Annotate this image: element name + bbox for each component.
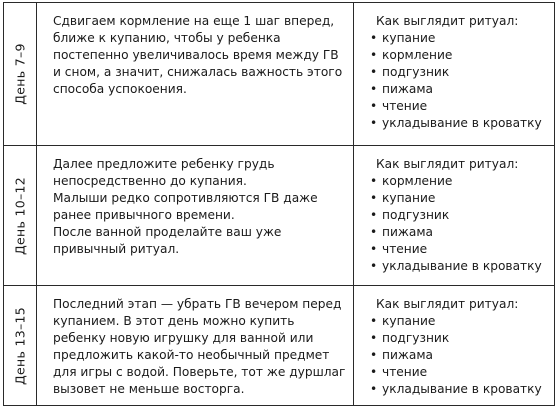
- ritual-item-label: пижама: [382, 225, 433, 239]
- list-item: [370, 173, 550, 190]
- list-item: [370, 258, 550, 275]
- description-text: Последний этап — убрать ГВ вечером перед купанием. В этот день можно купить ребенку новую игрушку для ванной или предложить какой-то необычный предмет для игры с водой. Поверьте, тот же дуршлаг вызовет не меньше восторга.: [53, 297, 346, 396]
- bullet-icon: •: [370, 348, 378, 362]
- description-cell: [37, 3, 354, 146]
- ritual-item-label: подгузник: [382, 208, 450, 222]
- bullet-icon: •: [370, 48, 378, 62]
- ritual-list: [370, 313, 550, 398]
- ritual-cell: [354, 146, 555, 286]
- bullet-icon: •: [370, 31, 378, 45]
- ritual-cell: [354, 3, 555, 146]
- list-item: [370, 364, 550, 381]
- ritual-title: Как выглядит ритуал:: [376, 297, 519, 311]
- list-item: [370, 81, 550, 98]
- bullet-icon: •: [370, 259, 378, 273]
- ritual-cell: [354, 286, 555, 406]
- day-label: День 10–12: [12, 176, 28, 255]
- ritual-item-label: пижама: [382, 348, 433, 362]
- feeding-plan-table: [3, 2, 555, 406]
- ritual-item-label: чтение: [382, 242, 428, 256]
- ritual-item-label: купание: [382, 31, 436, 45]
- description-cell: [37, 146, 354, 286]
- ritual-item-label: чтение: [382, 99, 428, 113]
- list-item: [370, 30, 550, 47]
- ritual-item-label: пижама: [382, 82, 433, 96]
- ritual-item-label: чтение: [382, 365, 428, 379]
- list-item: [370, 47, 550, 64]
- description-text: После ванной проделайте ваш уже привычный ритуал.: [53, 225, 282, 256]
- ritual-item-label: укладывание в кроватку: [382, 116, 542, 130]
- list-item: [370, 330, 550, 347]
- ritual-item-label: купание: [382, 314, 436, 328]
- bullet-icon: •: [370, 242, 378, 256]
- bullet-icon: •: [370, 65, 378, 79]
- day-label: День 13–15: [12, 306, 28, 385]
- table-row: [4, 3, 555, 146]
- ritual-item-label: укладывание в кроватку: [382, 382, 542, 396]
- table-row: [4, 146, 555, 286]
- ritual-list: [370, 173, 550, 275]
- description-text: Далее предложите ребенку грудь непосредственно до купания.: [53, 157, 275, 188]
- day-cell: [4, 286, 37, 406]
- ritual-item-label: кормление: [382, 174, 453, 188]
- ritual-item-label: купание: [382, 191, 436, 205]
- bullet-icon: •: [370, 116, 378, 130]
- list-item: [370, 313, 550, 330]
- bullet-icon: •: [370, 99, 378, 113]
- description-text: Сдвигаем кормление на еще 1 шаг вперед, ближе к купанию, чтобы у ребенка постепенно увеличивалось время между ГВ и сном, а значит, снижалась важность этого способа успокоения.: [53, 14, 343, 96]
- bullet-icon: •: [370, 82, 378, 96]
- list-item: [370, 224, 550, 241]
- day-label: День 7–9: [12, 43, 28, 105]
- bullet-icon: •: [370, 365, 378, 379]
- bullet-icon: •: [370, 314, 378, 328]
- day-cell: [4, 146, 37, 286]
- description-text: Малыши редко сопротивляются ГВ даже ранее привычного времени.: [53, 191, 318, 222]
- list-item: [370, 347, 550, 364]
- list-item: [370, 207, 550, 224]
- ritual-item-label: подгузник: [382, 65, 450, 79]
- ritual-title: Как выглядит ритуал:: [376, 14, 519, 28]
- list-item: [370, 64, 550, 81]
- bullet-icon: •: [370, 225, 378, 239]
- list-item: [370, 381, 550, 398]
- bullet-icon: •: [370, 174, 378, 188]
- bullet-icon: •: [370, 382, 378, 396]
- ritual-item-label: кормление: [382, 48, 453, 62]
- ritual-list: [370, 30, 550, 132]
- day-cell: [4, 3, 37, 146]
- ritual-title: Как выглядит ритуал:: [376, 157, 519, 171]
- ritual-item-label: подгузник: [382, 331, 450, 345]
- description-cell: [37, 286, 354, 406]
- bullet-icon: •: [370, 331, 378, 345]
- table-row: [4, 286, 555, 406]
- list-item: [370, 115, 550, 132]
- ritual-item-label: укладывание в кроватку: [382, 259, 542, 273]
- bullet-icon: •: [370, 191, 378, 205]
- list-item: [370, 98, 550, 115]
- list-item: [370, 241, 550, 258]
- list-item: [370, 190, 550, 207]
- bullet-icon: •: [370, 208, 378, 222]
